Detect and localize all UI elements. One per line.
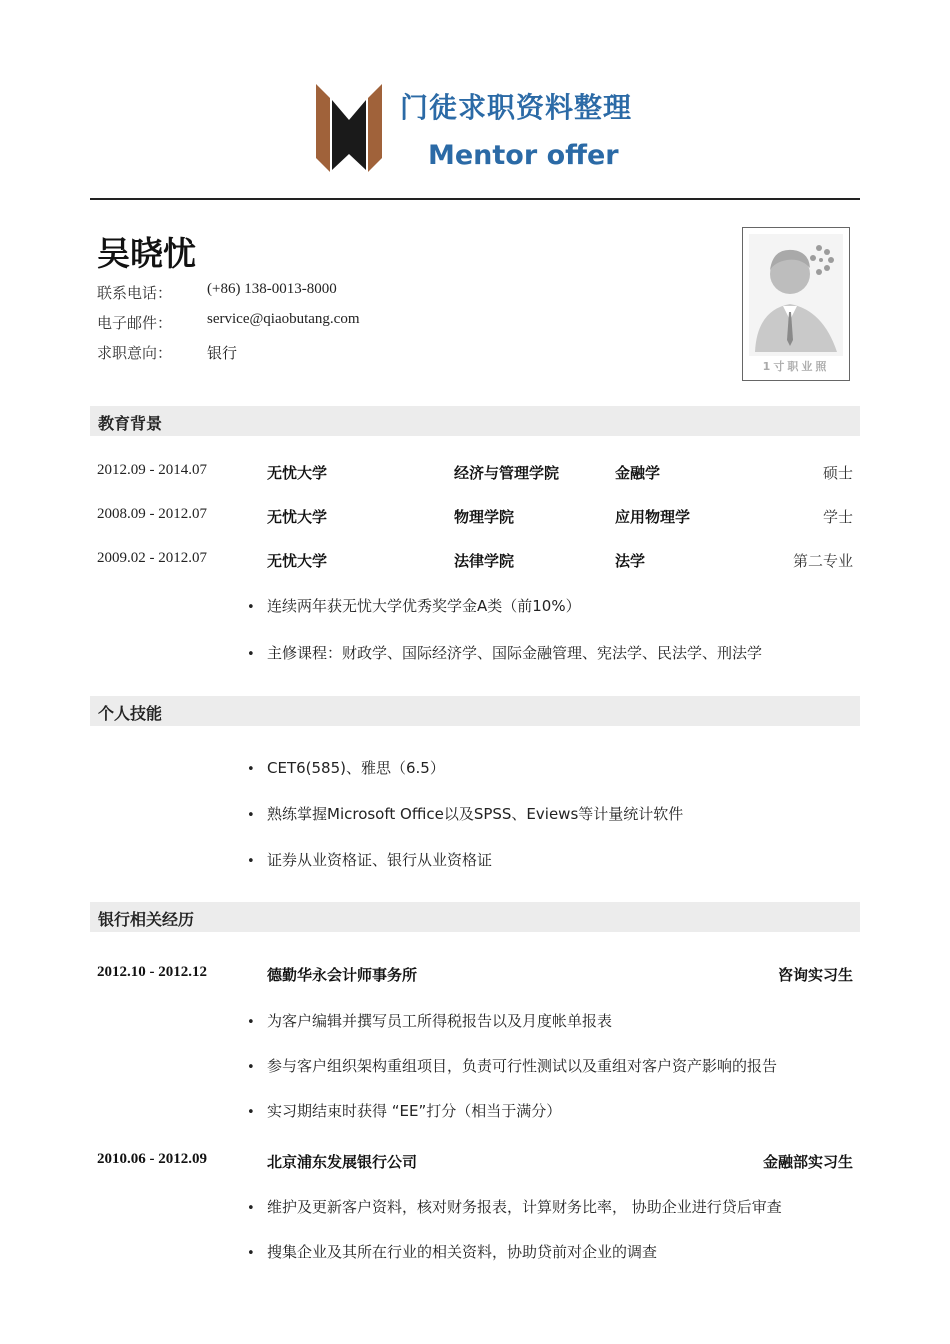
edu-college: 物理学院 bbox=[454, 508, 515, 526]
skills-title: 个人技能 bbox=[98, 704, 163, 723]
brand-logo bbox=[314, 84, 384, 180]
skills-section-header bbox=[90, 696, 860, 726]
education-section-header bbox=[90, 406, 860, 436]
experience-title: 银行相关经历 bbox=[98, 910, 195, 929]
phone-label: 联系电话： bbox=[97, 284, 173, 302]
edu-school: 无忧大学 bbox=[267, 508, 328, 526]
edu-date: 2008.09 - 2012.07 bbox=[97, 506, 207, 522]
bullet-icon: • bbox=[247, 1246, 255, 1261]
intent-label: 求职意向： bbox=[97, 344, 173, 362]
bullet-icon: • bbox=[247, 647, 255, 662]
exp-date: 2012.10 - 2012.12 bbox=[97, 964, 207, 980]
email-value: service@qiaobutang.com bbox=[207, 311, 360, 327]
exp-role: 咨询实习生 bbox=[777, 966, 853, 984]
exp-bullet: • 搜集企业及其所在行业的相关资料，协助贷前对企业的调查 bbox=[247, 1243, 658, 1261]
brand-english-name: Mentor offer bbox=[428, 140, 619, 171]
skill-bullet: • 证券从业资格证、银行从业资格证 bbox=[247, 851, 493, 869]
email-label: 电子邮件： bbox=[97, 314, 173, 332]
exp-bullet: • 参与客户组织架构重组项目，负责可行性测试以及重组对客户资产影响的报告 bbox=[247, 1057, 778, 1075]
bullet-icon: • bbox=[247, 762, 255, 777]
bullet-icon: • bbox=[247, 1105, 255, 1120]
edu-degree: 学士 bbox=[822, 508, 853, 526]
edu-degree: 硕士 bbox=[822, 464, 853, 482]
exp-bullet: • 实习期结束时获得 “EE”打分（相当于满分） bbox=[247, 1102, 562, 1120]
brand-chinese-name: 门徒求职资料整理 bbox=[400, 91, 633, 124]
edu-major: 法学 bbox=[615, 552, 646, 570]
exp-role: 金融部实习生 bbox=[762, 1153, 853, 1171]
experience-section-header bbox=[90, 902, 860, 932]
education-bullet: • 主修课程：财政学、国际经济学、国际金融管理、宪法学、民法学、刑法学 bbox=[247, 644, 763, 662]
edu-date: 2009.02 - 2012.07 bbox=[97, 550, 207, 566]
bullet-icon: • bbox=[247, 1201, 255, 1216]
exp-company: 北京浦东发展银行公司 bbox=[267, 1153, 418, 1171]
edu-major: 应用物理学 bbox=[615, 508, 691, 526]
edu-major: 金融学 bbox=[615, 464, 661, 482]
edu-college: 法律学院 bbox=[454, 552, 515, 570]
exp-bullet: • 维护及更新客户资料，核对财务报表，计算财务比率， 协助企业进行贷后审查 bbox=[247, 1198, 782, 1216]
header-divider bbox=[90, 198, 860, 200]
edu-school: 无忧大学 bbox=[267, 552, 328, 570]
bullet-icon: • bbox=[247, 1060, 255, 1075]
education-bullet: • 连续两年获无忧大学优秀奖学金A类（前10%） bbox=[247, 597, 581, 615]
bullet-icon: • bbox=[247, 808, 255, 823]
edu-school: 无忧大学 bbox=[267, 464, 328, 482]
exp-bullet: • 为客户编辑并撰写员工所得税报告以及月度帐单报表 bbox=[247, 1012, 613, 1030]
skill-bullet: • 熟练掌握Microsoft Office以及SPSS、Eviews等计量统计软件 bbox=[247, 805, 684, 823]
exp-company: 德勤华永会计师事务所 bbox=[267, 966, 418, 984]
bullet-icon: • bbox=[247, 854, 255, 869]
bullet-icon: • bbox=[247, 600, 255, 615]
edu-degree: 第二专业 bbox=[792, 552, 853, 570]
exp-date: 2010.06 - 2012.09 bbox=[97, 1151, 207, 1167]
edu-college: 经济与管理学院 bbox=[454, 464, 560, 482]
person-name: 吴晓忧 bbox=[97, 234, 196, 273]
skill-bullet: • CET6(585)、雅思（6.5） bbox=[247, 759, 445, 777]
edu-date: 2012.09 - 2014.07 bbox=[97, 462, 207, 478]
education-title: 教育背景 bbox=[98, 414, 163, 433]
photo-caption: 1寸职业照 bbox=[762, 360, 830, 373]
intent-value: 银行 bbox=[207, 344, 238, 362]
phone-value: (+86) 138-0013-8000 bbox=[207, 281, 337, 297]
profile-photo bbox=[742, 227, 850, 381]
bullet-icon: • bbox=[247, 1015, 255, 1030]
